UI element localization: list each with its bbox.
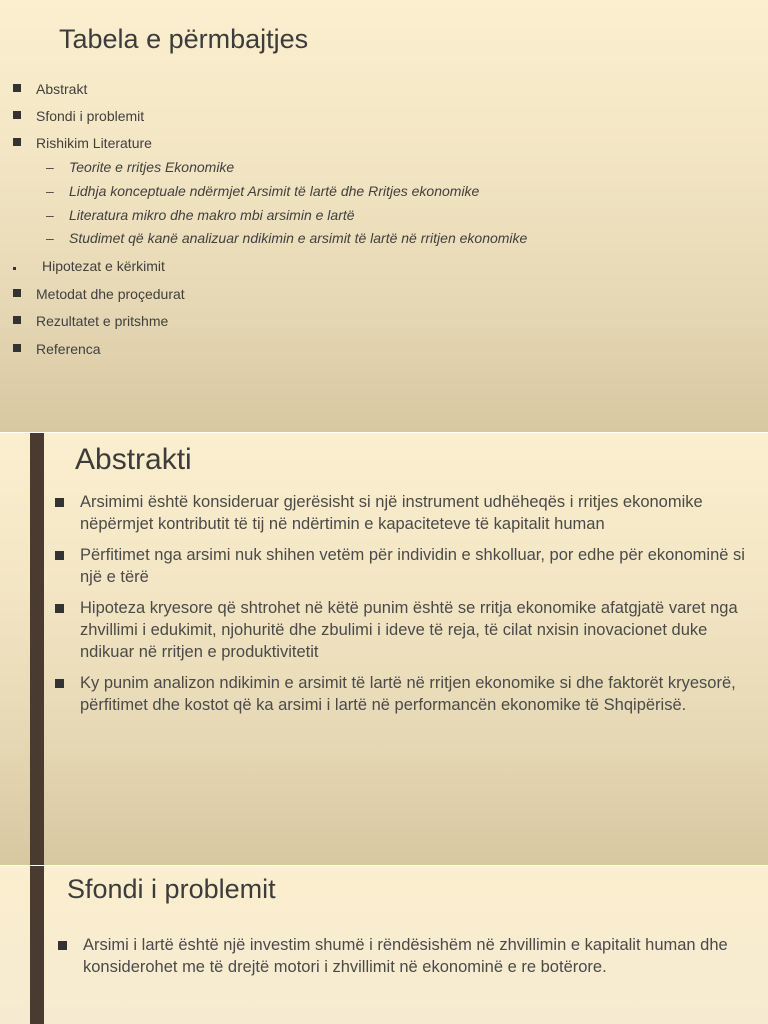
square-bullet-icon	[13, 138, 21, 146]
bullet-list	[55, 491, 755, 725]
slide-title: Abstrakti	[75, 443, 192, 476]
dash-bullet: –	[46, 230, 54, 246]
square-bullet-icon	[55, 604, 64, 613]
slide-problem-background	[0, 866, 768, 1024]
square-bullet-icon	[13, 111, 21, 119]
square-bullet-icon	[58, 941, 67, 950]
list-item: Ky punim analizon ndikimin e arsimit të lartë në rritjen ekonomike si dhe faktorët kryesorë, përfitimet dhe kostot që ka arsimi i lartë në performancën ekonomike të Shqipërisë.	[55, 672, 755, 716]
square-bullet-icon	[13, 84, 21, 92]
accent-bar	[30, 866, 44, 1024]
dash-bullet: –	[46, 183, 54, 199]
square-bullet-icon	[55, 551, 64, 560]
square-bullet-icon	[13, 289, 21, 297]
slide-table-of-contents: Tabela e përmbajtjes Abstrakt Sfondi i problemit Rishikim Literature – Teorite e rritjes Ekonomike – Lidhja konceptuale ndërmjet Arsimit të lartë dhe Rritjes ekonomike – Literatura mikro dhe makro mbi arsimin e lartë – Studimet që kanë analizuar ndikimin e arsimit të lartë në rritjen ekonomike Hipotezat e kërkimit Metodat dhe proçedurat Rezultatet e pritshme Referenca	[0, 0, 768, 432]
list-item: Arsimi i lartë është një investim shumë i rëndësishëm në zhvillimin e kapitalit human dhe konsiderohet me të drejtë motori i zhvillimit në ekonominë e re botërore.	[58, 934, 748, 978]
slide-title: Sfondi i problemit	[67, 874, 276, 904]
square-bullet-icon	[55, 679, 64, 688]
accent-bar	[30, 433, 44, 865]
slide-abstract	[0, 433, 768, 865]
square-bullet-icon	[55, 498, 64, 507]
dot-bullet-icon	[13, 267, 16, 270]
bullet-list	[58, 934, 748, 987]
list-item: Hipoteza kryesore që shtrohet në këtë punim është se rritja ekonomike afatgjatë varet nga zhvillimi i edukimit, njohuritë dhe zbulimi i ideve të reja, të cilat nxisin inovacionet duke ndikuar në rritjen e produktivitetit	[55, 597, 755, 663]
square-bullet-icon	[13, 344, 21, 352]
dash-bullet: –	[46, 207, 54, 223]
dash-bullet: –	[46, 159, 54, 175]
square-bullet-icon	[13, 316, 21, 324]
list-item: Përfitimet nga arsimi nuk shihen vetëm për individin e shkolluar, por edhe për ekonominë si një e tërë	[55, 544, 755, 588]
list-item: Arsimimi është konsideruar gjerësisht si një instrument udhëheqës i rritjes ekonomike nëpërmjet kontributit të tij në ndërtimin e kapaciteteve të kapitalit human	[55, 491, 755, 535]
slide-title: Tabela e përmbajtjes	[59, 24, 309, 54]
